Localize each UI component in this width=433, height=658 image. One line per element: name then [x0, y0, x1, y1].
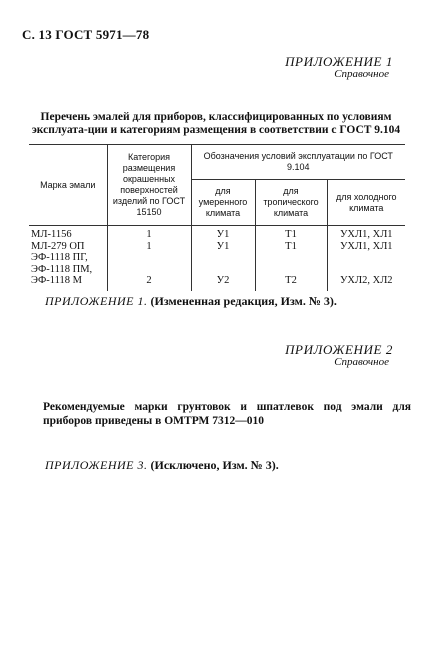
note-text: (Исключено, Изм. № 3).: [150, 458, 279, 472]
note-label: ПРИЛОЖЕНИЕ 3.: [45, 458, 148, 472]
table-row: [29, 275, 405, 291]
cell-temperate: [191, 252, 255, 264]
cell-category: 2: [107, 275, 191, 291]
header-conditions: Обозначения условий эксплуатации по ГОСТ 9.104: [191, 145, 405, 180]
cell-tropical: [255, 252, 327, 264]
cell-cold: УХЛ1, ХЛ1: [327, 241, 405, 253]
cell-brand: МЛ-1156: [31, 229, 72, 240]
cell-cold: УХЛ2, ХЛ2: [327, 275, 405, 291]
cell-brand: ЭФ-1118 ПГ,: [31, 252, 88, 263]
header-brand: Марка эмали: [29, 145, 107, 226]
cell-brand: ЭФ-1118 ПМ,: [31, 263, 93, 275]
table-row: [29, 226, 405, 241]
cell-category: [107, 252, 191, 264]
cell-category: 1: [107, 226, 191, 241]
header-category: Категория размещения окрашенных поверхностей изделий по ГОСТ 15150: [107, 145, 191, 226]
appendix-2-text: Рекомендуемые марки грунтовок и шпатлевок под эмали для приборов приведены в ОМТРМ 7312—010: [43, 401, 411, 427]
appendix-3-note: [45, 458, 279, 473]
cell-cold: [327, 264, 405, 276]
cell-temperate: У1: [191, 226, 255, 241]
table-row: [29, 252, 405, 264]
cell-tropical: Т1: [255, 241, 327, 253]
table-row: [29, 241, 405, 253]
appendix-2-title: ПРИЛОЖЕНИЕ 2: [285, 342, 393, 357]
cell-temperate: [191, 264, 255, 276]
cell-category: 1: [107, 241, 191, 253]
cell-temperate: У1: [191, 241, 255, 253]
cell-tropical: Т1: [255, 226, 327, 241]
appendix-1-title: ПРИЛОЖЕНИЕ 1: [285, 54, 393, 69]
page-header: С. 13 ГОСТ 5971—78: [22, 27, 150, 42]
note-text: (Измененная редакция, Изм. № 3).: [150, 294, 337, 308]
enamel-table: [29, 145, 405, 291]
appendix-1-change-note: [45, 294, 337, 309]
cell-brand: МЛ-279 ОП: [31, 240, 85, 252]
header-tropical: для тропического климата: [255, 180, 327, 226]
cell-category: [107, 264, 191, 276]
cell-tropical: Т2: [255, 275, 327, 291]
table-row: [29, 264, 405, 276]
note-label: ПРИЛОЖЕНИЕ 1.: [45, 294, 148, 308]
header-cold: для холодного климата: [327, 180, 405, 226]
cell-brand: ЭФ-1118 М: [31, 275, 82, 286]
cell-tropical: [255, 264, 327, 276]
header-temperate: для умеренного климата: [191, 180, 255, 226]
cell-cold: УХЛ1, ХЛ1: [327, 226, 405, 241]
cell-temperate: У2: [191, 275, 255, 291]
appendix-2-subtitle: Справочное: [334, 356, 389, 368]
enamel-list-title: Перечень эмалей для приборов, классифицированных по условиям эксплуата-ции и категориям размещения в соответствии с ГОСТ 9.104: [31, 111, 401, 136]
appendix-1-subtitle: Справочное: [334, 68, 389, 80]
cell-cold: [327, 252, 405, 264]
